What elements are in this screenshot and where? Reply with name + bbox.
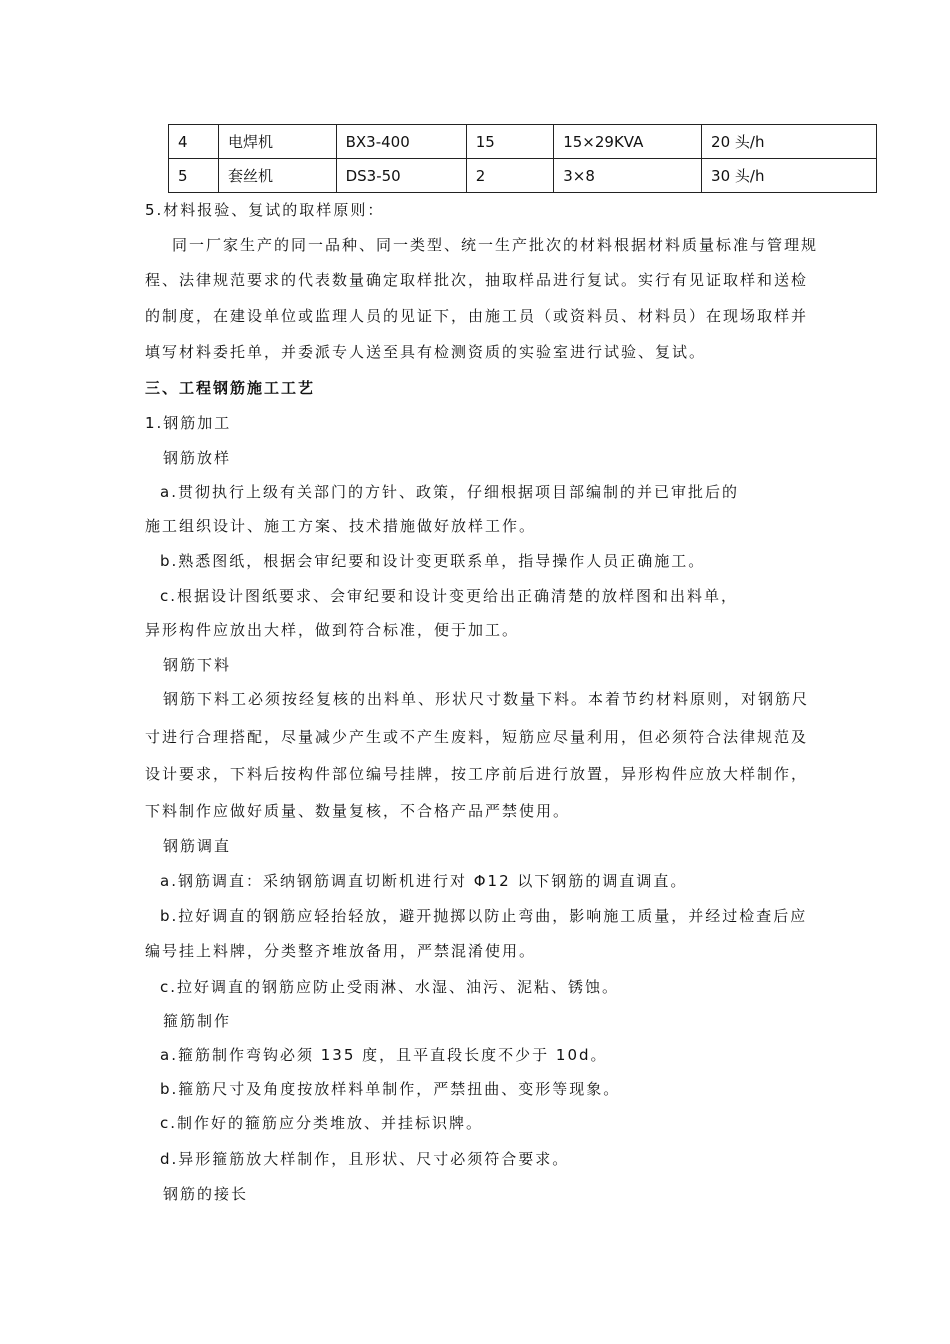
subsection-heading: 钢筋的接长 (163, 1185, 249, 1203)
equipment-table (168, 124, 877, 193)
subsection-heading: 钢筋放样 (163, 449, 232, 467)
table-cell: 30 头/h (702, 159, 877, 193)
paragraph-line: 异形构件应放出大样，做到符合标准，便于加工。 (145, 621, 520, 639)
paragraph-line: 填写材料委托单，并委派专人送至具有检测资质的实验室进行试验、复试。 (145, 343, 707, 361)
paragraph-line: 设计要求，下料后按构件部位编号挂牌，按工序前后进行放置，异形构件应放大样制作， (145, 765, 809, 783)
subsection-heading: 钢筋下料 (163, 656, 232, 674)
section-heading: 5.材料报验、复试的取样原则： (145, 201, 385, 219)
table-row (169, 159, 877, 193)
paragraph-line: b.拉好调直的钢筋应轻抬轻放，避开抛掷以防止弯曲，影响施工质量，并经过检查后应 (160, 907, 808, 925)
table-row (169, 125, 877, 159)
paragraph-line: b.箍筋尺寸及角度按放样料单制作，严禁扭曲、变形等现象。 (160, 1080, 621, 1098)
table-cell: 套丝机 (218, 159, 336, 193)
paragraph-line: d.异形箍筋放大样制作，且形状、尺寸必须符合要求。 (160, 1150, 570, 1168)
paragraph-line: 程、法律规范要求的代表数量确定取样批次，抽取样品进行复试。实行有见证取样和送检 (145, 271, 809, 289)
paragraph-line: c.制作好的箍筋应分类堆放、并挂标识牌。 (160, 1114, 484, 1132)
paragraph-line: 的制度，在建设单位或监理人员的见证下，由施工员（或资料员、材料员）在现场取样并 (145, 307, 809, 325)
paragraph-line: c.根据设计图纸要求、会审纪要和设计变更给出正确清楚的放样图和出料单， (160, 587, 739, 605)
table-cell: 15×29KVA (554, 125, 702, 159)
table-cell: 15 (466, 125, 553, 159)
subsection-heading: 钢筋调直 (163, 837, 232, 855)
paragraph-line: 下料制作应做好质量、数量复核，不合格产品严禁使用。 (145, 802, 571, 820)
table-cell: 20 头/h (702, 125, 877, 159)
paragraph-line: a.贯彻执行上级有关部门的方针、政策，仔细根据项目部编制的并已审批后的 (160, 483, 739, 501)
table-cell: 2 (466, 159, 553, 193)
subsection-heading: 箍筋制作 (163, 1012, 232, 1030)
paragraph-line: a.钢筋调直：采纳钢筋调直切断机进行对 Φ12 以下钢筋的调直调直。 (160, 872, 688, 890)
paragraph-line: 编号挂上料牌，分类整齐堆放备用，严禁混淆使用。 (145, 942, 537, 960)
paragraph-line: a.箍筋制作弯钩必须 135 度，且平直段长度不少于 10d。 (160, 1046, 608, 1064)
paragraph-line: 同一厂家生产的同一品种、同一类型、统一生产批次的材料根据材料质量标准与管理规 (172, 236, 819, 254)
table-cell: 3×8 (554, 159, 702, 193)
table-cell: 4 (169, 125, 219, 159)
paragraph-line: 施工组织设计、施工方案、技术措施做好放样工作。 (145, 517, 537, 535)
paragraph-line: b.熟悉图纸，根据会审纪要和设计变更联系单，指导操作人员正确施工。 (160, 552, 706, 570)
paragraph-line: 钢筋下料工必须按经复核的出料单、形状尺寸数量下料。本着节约材料原则，对钢筋尺 (163, 690, 810, 708)
section-heading: 1.钢筋加工 (145, 414, 232, 432)
table-cell: 电焊机 (218, 125, 336, 159)
chapter-heading: 三、工程钢筋施工工艺 (145, 379, 316, 397)
table-cell: 5 (169, 159, 219, 193)
paragraph-line: 寸进行合理搭配，尽量减少产生或不产生废料，短筋应尽量利用，但必须符合法律规范及 (145, 728, 809, 746)
table-cell: BX3-400 (336, 125, 466, 159)
table-cell: DS3-50 (336, 159, 466, 193)
paragraph-line: c.拉好调直的钢筋应防止受雨淋、水湿、油污、泥粘、锈蚀。 (160, 978, 620, 996)
